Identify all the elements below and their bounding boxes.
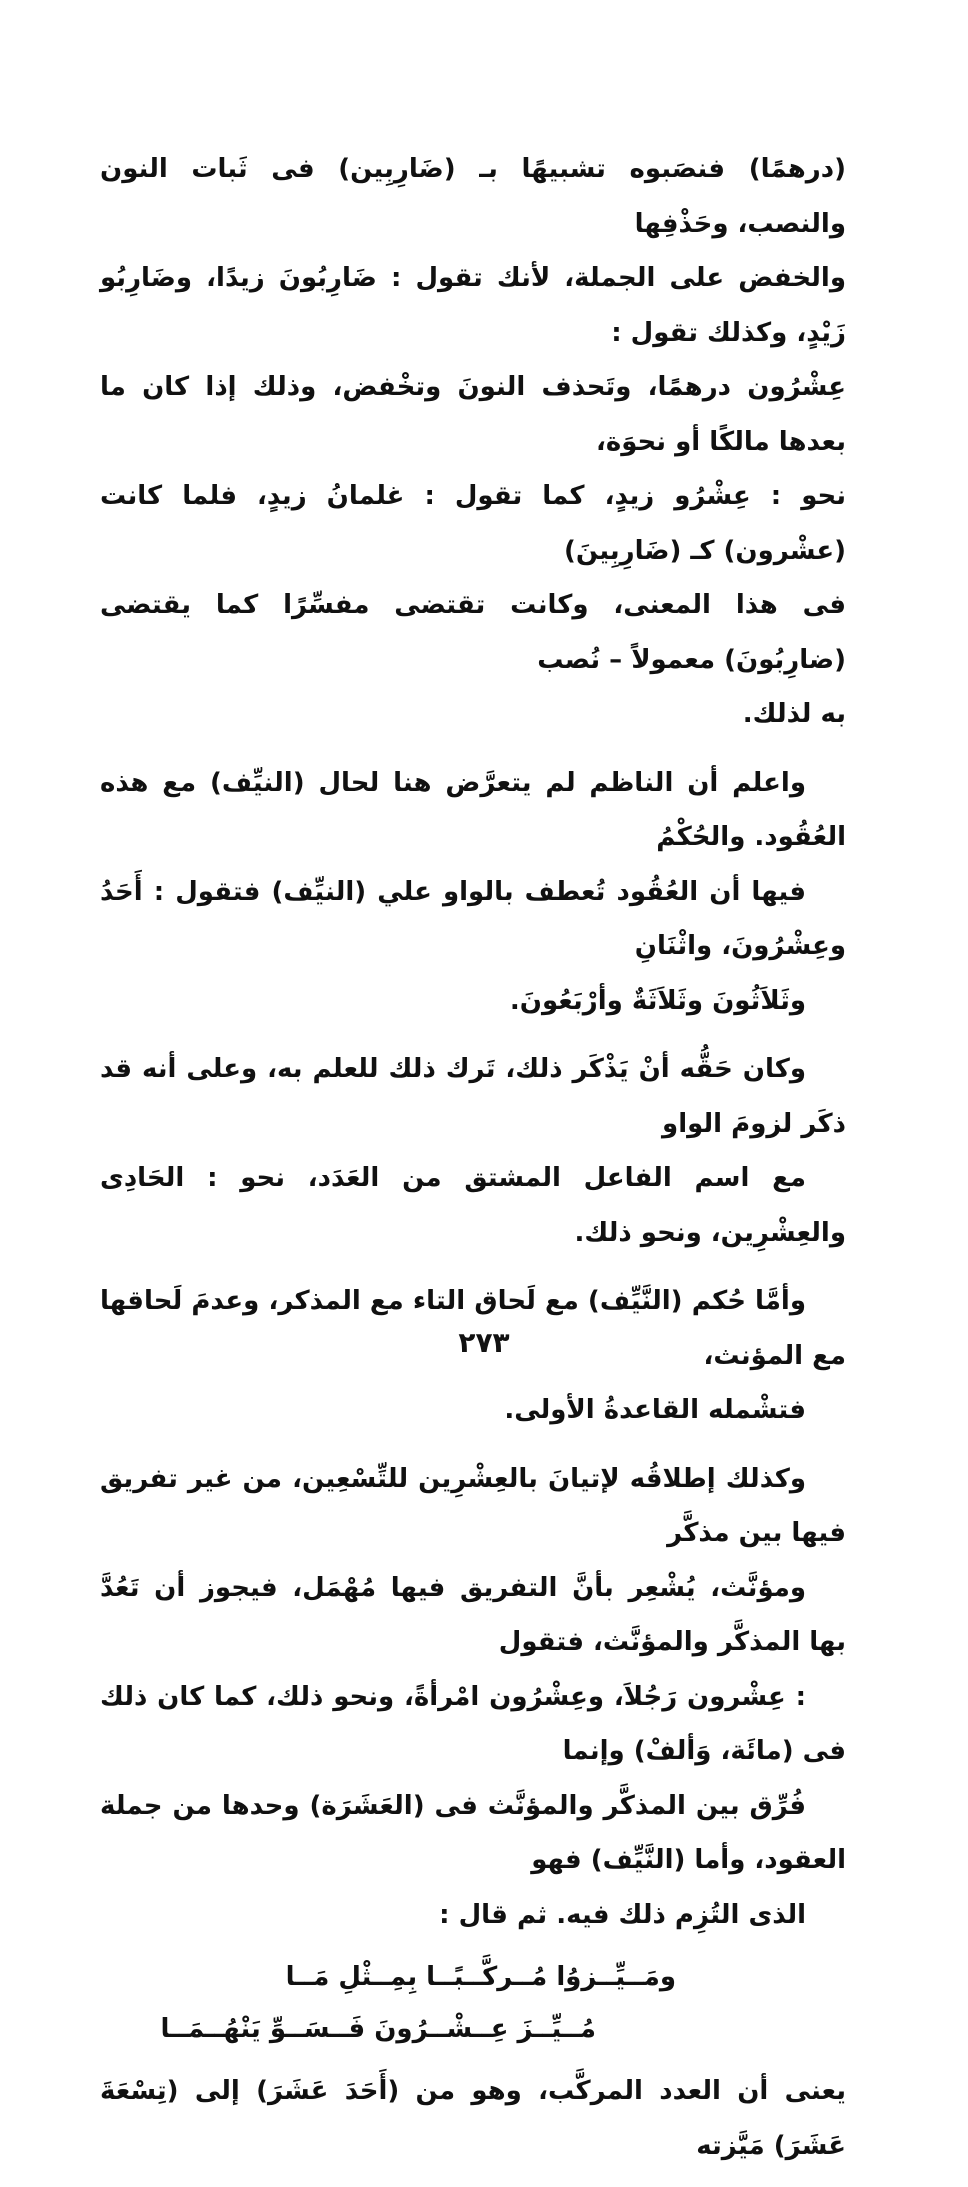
text-line: به لذلك. — [742, 699, 846, 729]
verse-second-hemistich: مُــيِّــزَ عِــشْــرُونَ فَــسَــوِّ يَنْهُــمَــا — [160, 2014, 596, 2044]
paragraph-1 — [100, 142, 846, 742]
text-line: : عِشْرون رَجُلاَ، وعِشْرُون امْرأةً، ونحو ذلك، كما كان ذلك فى (مائَة، وَألفْ) وإنما — [100, 1681, 846, 1766]
paragraph-6 — [100, 2064, 846, 2173]
text-line: فى هذا المعنى، وكانت تقتضى مفسِّرًا كما يقتضى (ضارِبُونَ) معمولاً – نُصب — [100, 590, 846, 675]
verse-first-hemistich: ومَــيِّــزوُا مُــركَّــبًــا بِمِــثْلِ مَــا — [285, 1962, 676, 1992]
text-line: مع اسم الفاعل المشتق من العَدَد، نحو : الحَادِى والعِشْرِين، ونحو ذلك. — [100, 1163, 846, 1248]
paragraph-2 — [100, 756, 846, 1029]
text-line: يعنى أن العدد المركَّب، وهو من (أَحَدَ عَشَرَ) إلى (تِسْعَةَ عَشَرَ) مَيَّزته — [100, 2076, 846, 2161]
text-line: الذى التُزِم ذلك فيه. ثم قال : — [439, 1899, 806, 1930]
text-line: واعلم أن الناظم لم يتعرَّض هنا لحال (النيِّف) مع هذه العُقُود. والحُكْمُ — [100, 767, 846, 852]
text-line: (درهمًا) فنصَبوه تشبيهًا بـ (ضَارِبِين) فى ثَبات النون والنصب، وحَذْفِها — [100, 154, 846, 239]
text-line: وكان حَقُّه أنْ يَذْكَر ذلك، تَرك ذلك للعلم به، وعلى أنه قد ذكَر لزومَ الواو — [100, 1054, 846, 1139]
text-line: وأمَّا حُكم (النَّيِّف) مع لَحاق التاء مع المذكر، وعدمَ لَحاقها مع المؤنث، — [100, 1286, 846, 1371]
body-text — [100, 142, 846, 2187]
paragraph-5 — [100, 1452, 846, 1943]
text-line: عِشْرُون درهمًا، وتَحذف النونَ وتخْفض، وذلك إذا كان ما بعدها مالكًا أو نحوَة، — [100, 372, 846, 457]
text-line: وكذلك إطلاقُه لإتيانَ بالعِشْرِين للتِّسْعِين، من غير تفريق فيها بين مذكَّر — [100, 1463, 846, 1548]
text-line: وثَلاَثُونَ وثَلاَثَةٌ وأرْبَعُونَ. — [509, 985, 806, 1016]
paragraph-3 — [100, 1042, 846, 1260]
page-number: ٢٧٣ — [458, 1326, 510, 1359]
text-line: فُرِّق بين المذكَّر والمؤنَّث فى (العَشَرَة) وحدها من جملة العقود، وأما (النَّيِّف) فهو — [100, 1790, 846, 1875]
text-line: والخفض على الجملة، لأنك تقول : ضَارِبُونَ زيدًا، وضَارِبُو زَيْدٍ، وكذلك تقول : — [100, 263, 846, 348]
text-line: ومؤنَّث، يُشْعِر بأنَّ التفريق فيها مُهْمَل، فيجوز أن تَعُدَّ بها المذكَّر والمؤنَّث، فتقول — [100, 1572, 846, 1657]
text-line: نحو : عِشْرُو زيدٍ، كما تقول : غلمانُ زيدٍ، فلما كانت (عشْرون) كـ (ضَارِبِينَ) — [100, 481, 846, 566]
poetry-verse — [100, 1950, 846, 2058]
text-line: فيها أن العُقُود تُعطف بالواو علي (النيِّف) فتقول : أَحَدُ وعِشْرُونَ، واثْنَانِ — [100, 876, 846, 961]
text-line: فتشْمله القاعدةُ الأولى. — [504, 1395, 806, 1425]
